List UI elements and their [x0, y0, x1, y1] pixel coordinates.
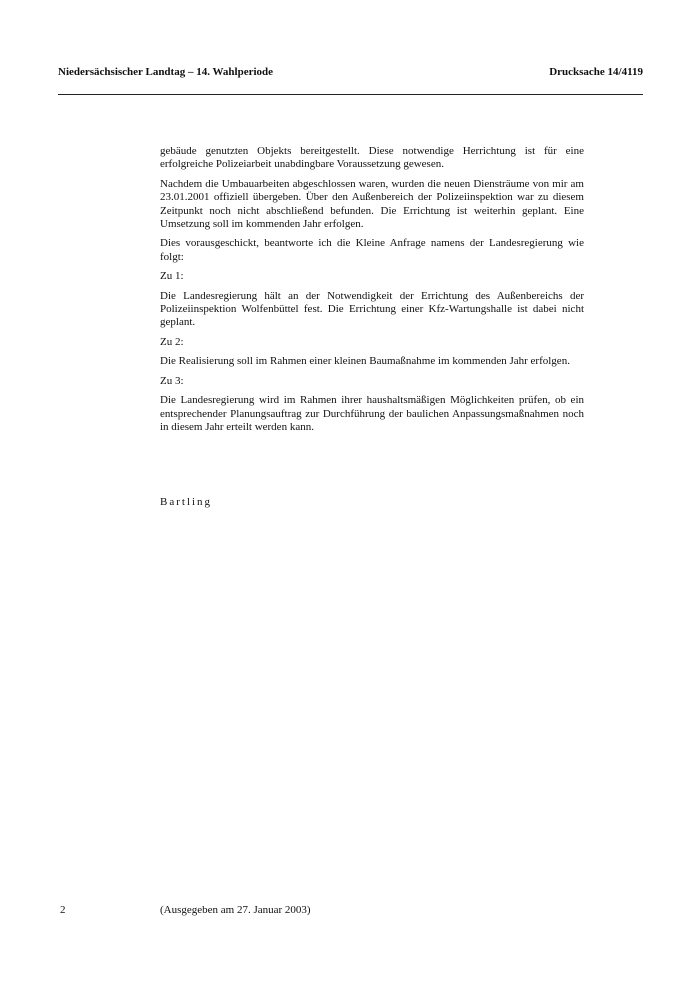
section-heading-1: Zu 1: [160, 270, 184, 283]
header-title: Niedersächsischer Landtag – 14. Wahlperiode [58, 66, 274, 78]
document-number: Drucksache 14/4119 [549, 66, 643, 78]
section-heading-2: Zu 2: [160, 335, 184, 348]
paragraph: Dies vorausgeschickt, beantworte ich die Kleine Anfrage namens der Landesregierung wie folgt: [160, 237, 584, 263]
paragraph: Nachdem die Umbauarbeiten abgeschlossen waren, wurden die neuen Diensträume von mir am 23.01.2001 offiziell übergeben. Über den Außenbereich der Polizeiinspektion war zu diesem Zeitpunkt noch nicht abschließend befunden. Die Errichtung ist weiterhin geplant. Eine Umsetzung soll im kommenden Jahr erfolgen. [160, 177, 584, 231]
paragraph: Die Realisierung soll im Rahmen einer kleinen Baumaßnahme im kommenden Jahr erfolgen. [160, 355, 570, 368]
paragraph: Die Landesregierung hält an der Notwendigkeit der Errichtung des Außenbereichs der Polizeiinspektion Wolfenbüttel fest. Die Errichtung einer Kfz-Wartungshalle ist dabei nicht geplant. [160, 289, 584, 329]
page-number: 2 [60, 904, 66, 916]
section-heading-3: Zu 3: [160, 374, 184, 387]
signature: Bartling [160, 496, 213, 508]
issue-date-note: (Ausgegeben am 27. Januar 2003) [160, 904, 311, 916]
page-header [58, 66, 643, 82]
paragraph: Die Landesregierung wird im Rahmen ihrer haushaltsmäßigen Möglichkeiten prüfen, ob ein entsprechender Planungsauftrag zur Durchführung der baulichen Anpassungsmaßnahmen noch in diesem Jahr erteilt werden kann. [160, 394, 584, 433]
paragraph: gebäude genutzten Objekts bereitgestellt. Diese notwendige Herrichtung ist für eine erfolgreiche Polizeiarbeit unabdingbare Voraussetzung gewesen. [160, 145, 584, 171]
header-divider [58, 94, 643, 95]
document-body [160, 145, 584, 440]
